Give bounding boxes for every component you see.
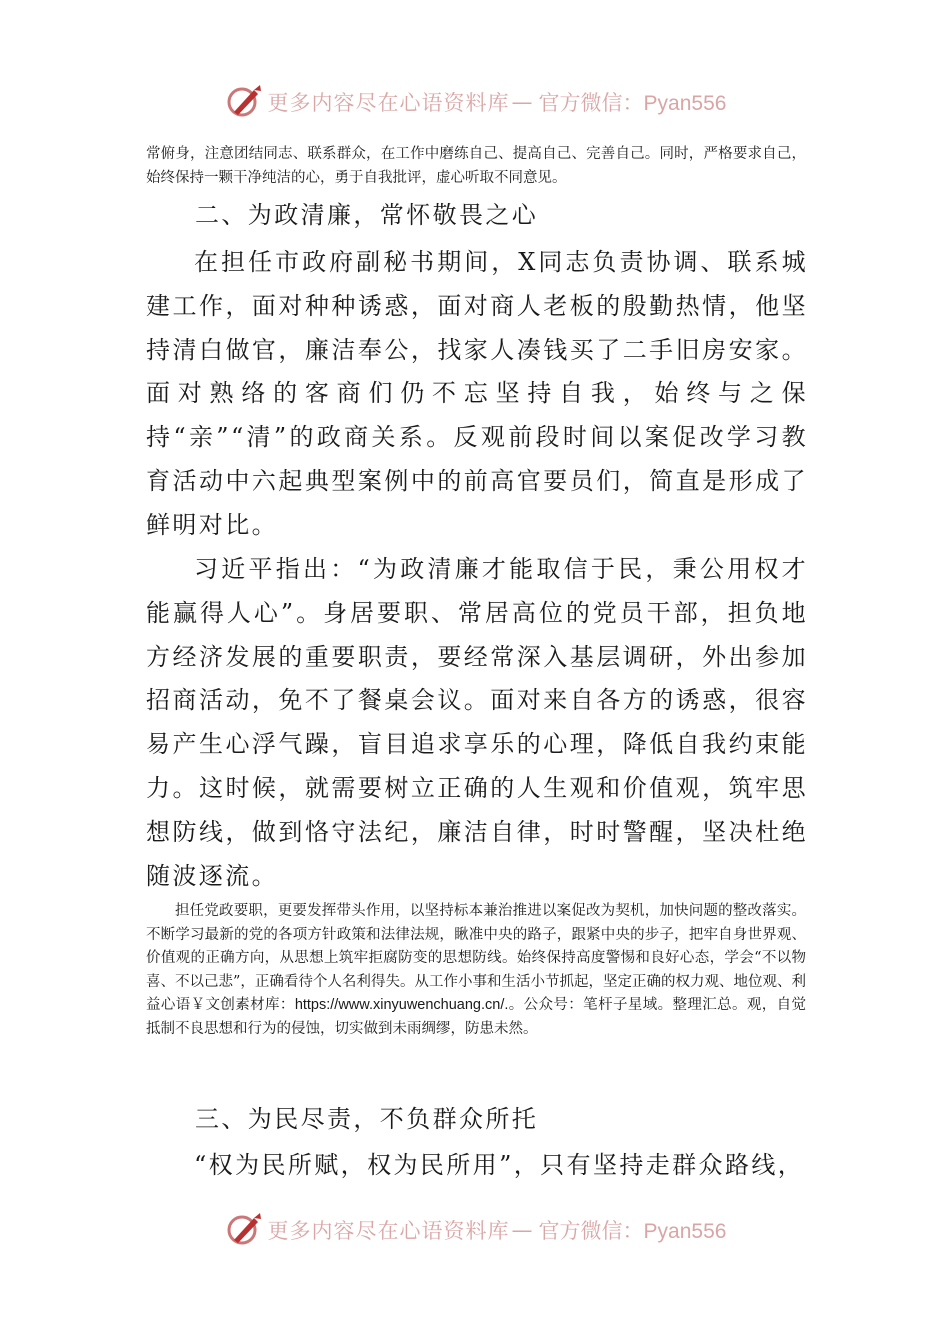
pen-nib-logo-icon: [224, 82, 264, 122]
banner-suffix: 官方微信：Pyan556: [538, 92, 727, 115]
banner-separator: —: [511, 1218, 533, 1242]
banner-suffix: 官方微信：Pyan556: [538, 1220, 727, 1243]
paragraph-large-2: 习近平指出：“为政清廉才能取信于民，秉公用权才能赢得人心”。身居要职、常居高位的党员干部，担负地方经济发展的重要职责，要经常深入基层调研，外出参加招商活动，免不了餐桌会议。面对来自各方的诱惑，很容易产生心浮气躁，盲目追求享乐的心理，降低自我约束能力。这时候，就需要树立正确的人生观和价值观，筑牢思想防线，做到恪守法纪，廉洁自律，时时警醒，坚决杜绝随波逐流。: [146, 555, 808, 890]
paragraph-continuation: 常俯身，注意团结同志、联系群众，在工作中磨练自己、提高自己、完善自己。同时，严格要求自己，始终保持一颗干净纯洁的心，勇于自我批评，虚心听取不同意见。: [146, 146, 806, 186]
section-heading-3: 三、为民尽责，不负群众所托: [195, 1105, 539, 1133]
header-banner: [0, 82, 950, 122]
source-url-link[interactable]: https://www.xinyuwenchuang.cn/.: [294, 997, 509, 1013]
paragraph-small-2: [146, 900, 806, 1041]
paragraph-small-2-text-before: 担任党政要职，更要发挥带头作用，以坚持标本兼治推进以案促改为契机，加快问题的整改落实。不断学习最新的党的各项方针政策和法律法规，瞅准中央的路子，跟紧中央的步子，把牢自身世界观、价值观的正确方向，从思想上筑牢拒腐防变的思想防线。始终保持高度警惕和良好心态，学会“不以物喜、不以己悲”，正确看待个人名利得失。从工作小事和生活小节抓起，坚定正确的权力观、地位观、利益心语￥文创素材库：: [146, 903, 806, 1013]
paragraph-large-3: “权为民所赋，权为民所用”，只有坚持走群众路线，: [194, 1151, 805, 1179]
banner-separator: —: [511, 90, 533, 114]
banner-text: 更多内容尽在心语资料库: [267, 91, 510, 115]
section-heading-2: 二、为政清廉，常怀敬畏之心: [195, 201, 539, 229]
pen-nib-logo-icon: [224, 1210, 264, 1250]
paragraph-small-2-text-after: 。公众号：笔杆子星域。整理汇总。观，自觉抵制不良思想和行为的侵蚀，切实做到未雨绸缪，防患未然。: [146, 997, 807, 1037]
footer-banner: [0, 1210, 950, 1250]
banner-text: 更多内容尽在心语资料库: [267, 1219, 510, 1243]
paragraph-large-1: 在担任市政府副秘书期间，X同志负责协调、联系城建工作，面对种种诱惑，面对商人老板的殷勤热情，他坚持清白做官，廉洁奉公，找家人凑钱买了二手旧房安家。面对熟络的客商们仍不忘坚持自我，始终与之保持“亲”“清”的政商关系。反观前段时间以案促改学习教育活动中六起典型案例中的前高官要员们，简直是形成了鲜明对比。: [146, 248, 808, 539]
